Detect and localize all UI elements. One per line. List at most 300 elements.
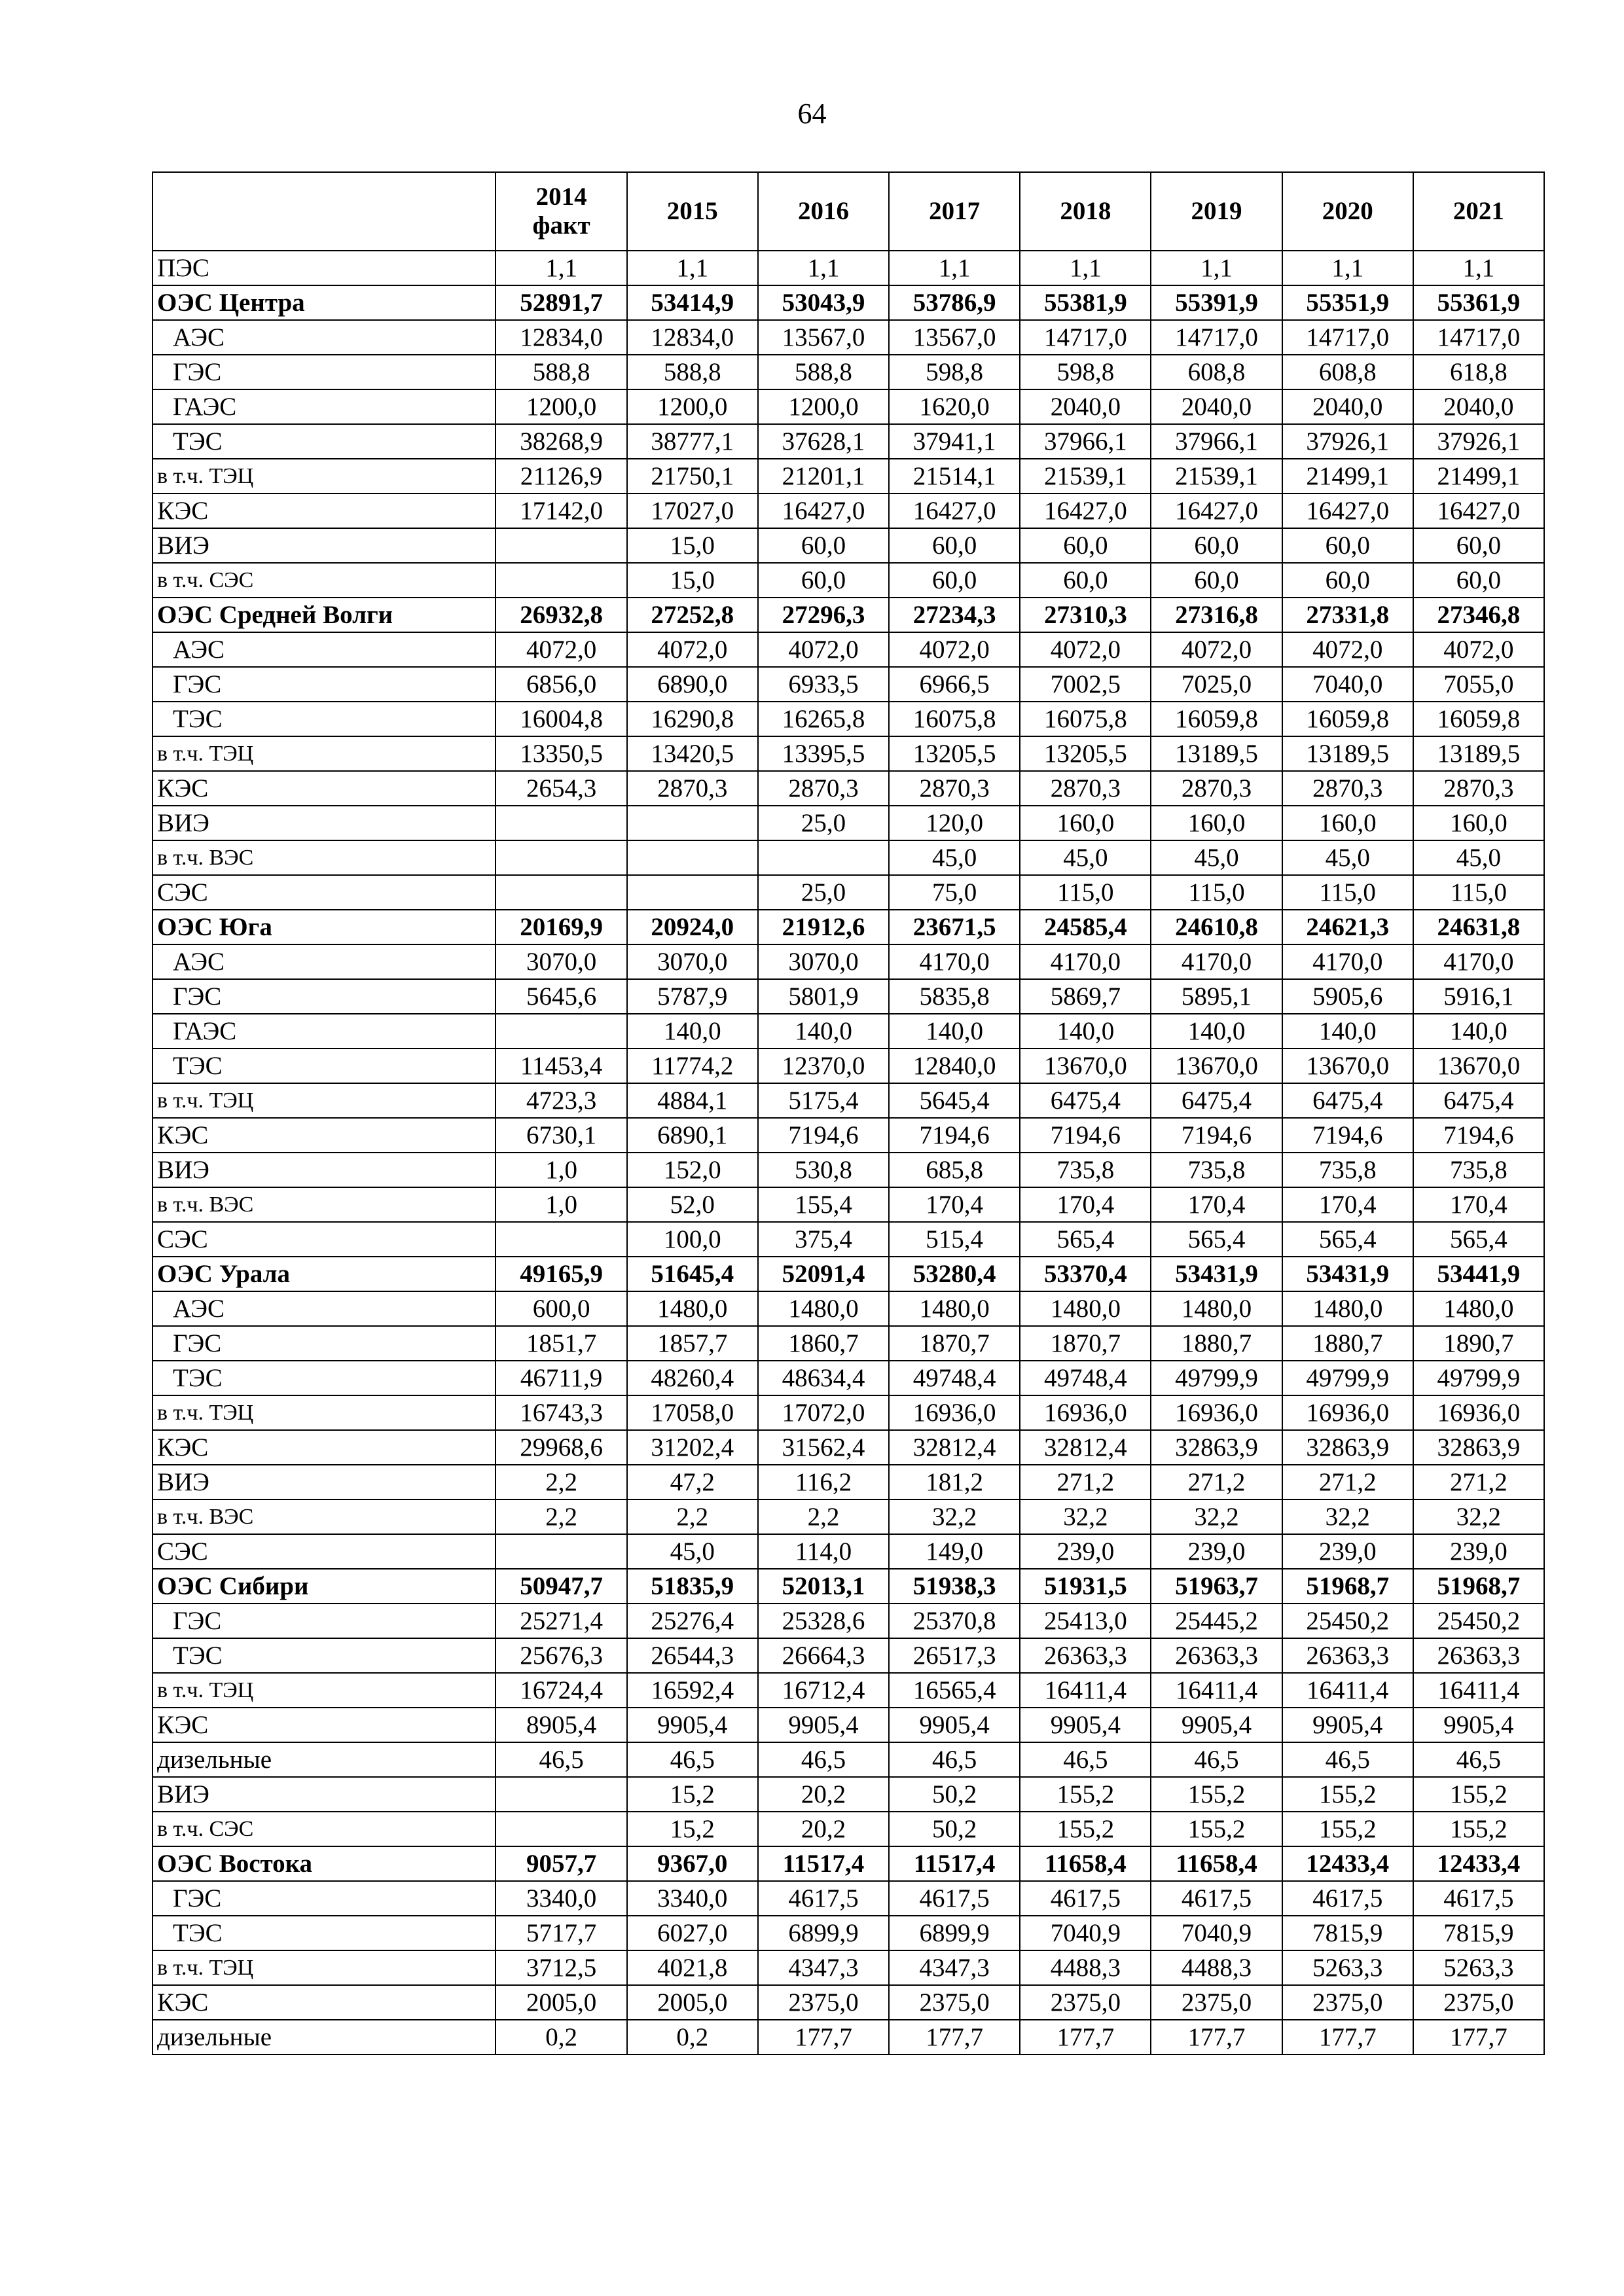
table-cell: 2870,3	[889, 771, 1020, 806]
table-cell: 32863,9	[1151, 1430, 1282, 1465]
table-row	[153, 806, 1544, 840]
table-cell: 16936,0	[1020, 1395, 1151, 1430]
table-row	[153, 632, 1544, 667]
row-label: ГАЭС	[153, 1014, 496, 1049]
table-cell: 177,7	[758, 2020, 889, 2054]
table-cell: 9905,4	[1413, 1708, 1544, 1742]
row-label: АЭС	[153, 632, 496, 667]
table-cell: 17072,0	[758, 1395, 889, 1430]
table-cell: 155,2	[1151, 1777, 1282, 1812]
table-cell: 49165,9	[496, 1257, 626, 1291]
table-cell: 21539,1	[1151, 459, 1282, 493]
table-cell	[496, 1222, 626, 1257]
table-cell: 49748,4	[1020, 1361, 1151, 1395]
table-cell	[496, 528, 626, 563]
table-cell: 2870,3	[1413, 771, 1544, 806]
table-row	[153, 563, 1544, 598]
table-cell: 1,1	[627, 251, 758, 285]
table-cell: 26363,3	[1282, 1638, 1413, 1673]
table-cell: 2,2	[758, 1499, 889, 1534]
table-cell: 60,0	[758, 563, 889, 598]
table-cell: 4072,0	[758, 632, 889, 667]
table-cell: 530,8	[758, 1153, 889, 1187]
table-cell: 45,0	[1413, 840, 1544, 875]
table-cell	[627, 840, 758, 875]
table-row	[153, 1846, 1544, 1881]
table-cell: 31562,4	[758, 1430, 889, 1465]
table-cell: 618,8	[1413, 355, 1544, 389]
table-cell: 0,2	[627, 2020, 758, 2054]
table-cell: 4347,3	[758, 1950, 889, 1985]
table-cell	[496, 806, 626, 840]
table-cell: 45,0	[1020, 840, 1151, 875]
table-cell: 9905,4	[1282, 1708, 1413, 1742]
table-cell: 4617,5	[758, 1881, 889, 1916]
table-cell: 9905,4	[1151, 1708, 1282, 1742]
table-row	[153, 285, 1544, 320]
table-cell: 2005,0	[496, 1985, 626, 2020]
table-cell: 735,8	[1413, 1153, 1544, 1187]
table-cell: 14717,0	[1020, 320, 1151, 355]
table-cell: 140,0	[889, 1014, 1020, 1049]
table-cell: 11517,4	[889, 1846, 1020, 1881]
table-cell: 11658,4	[1151, 1846, 1282, 1881]
table-cell: 24621,3	[1282, 910, 1413, 944]
table-cell: 16592,4	[627, 1673, 758, 1708]
row-label: ОЭС Урала	[153, 1257, 496, 1291]
row-label: СЭС	[153, 1222, 496, 1257]
table-cell: 2870,3	[627, 771, 758, 806]
table-cell: 7194,6	[1151, 1118, 1282, 1153]
table-cell: 4617,5	[889, 1881, 1020, 1916]
table-cell: 5895,1	[1151, 979, 1282, 1014]
table-cell: 21201,1	[758, 459, 889, 493]
table-cell: 7194,6	[1020, 1118, 1151, 1153]
row-label: ВИЭ	[153, 1465, 496, 1499]
table-cell: 53043,9	[758, 285, 889, 320]
table-cell: 1200,0	[627, 389, 758, 424]
row-label: ТЭС	[153, 1049, 496, 1083]
table-cell: 60,0	[1020, 563, 1151, 598]
table-cell: 13670,0	[1151, 1049, 1282, 1083]
table-cell: 155,2	[1282, 1812, 1413, 1846]
table-row	[153, 528, 1544, 563]
table-cell: 9905,4	[758, 1708, 889, 1742]
table-cell: 2005,0	[627, 1985, 758, 2020]
table-row	[153, 1257, 1544, 1291]
table-cell: 17058,0	[627, 1395, 758, 1430]
table-cell: 21912,6	[758, 910, 889, 944]
table-cell: 160,0	[1282, 806, 1413, 840]
table-row	[153, 944, 1544, 979]
table-cell: 735,8	[1020, 1153, 1151, 1187]
row-label: КЭС	[153, 1430, 496, 1465]
table-row	[153, 1742, 1544, 1777]
table-cell: 608,8	[1151, 355, 1282, 389]
table-cell: 170,4	[1151, 1187, 1282, 1222]
table-row	[153, 910, 1544, 944]
table-cell: 12834,0	[496, 320, 626, 355]
table-cell: 3340,0	[627, 1881, 758, 1916]
table-cell: 160,0	[1020, 806, 1151, 840]
table-cell: 14717,0	[1151, 320, 1282, 355]
table-cell: 51968,7	[1282, 1569, 1413, 1604]
table-cell: 11453,4	[496, 1049, 626, 1083]
table-cell: 1,1	[889, 251, 1020, 285]
table-row	[153, 1291, 1544, 1326]
table-cell: 52891,7	[496, 285, 626, 320]
table-cell: 4617,5	[1413, 1881, 1544, 1916]
table-cell: 20,2	[758, 1777, 889, 1812]
table-cell: 48260,4	[627, 1361, 758, 1395]
row-label: в т.ч. СЭС	[153, 563, 496, 598]
table-cell: 32863,9	[1282, 1430, 1413, 1465]
table-cell: 4170,0	[889, 944, 1020, 979]
table-cell: 155,2	[1020, 1812, 1151, 1846]
table-cell: 60,0	[889, 563, 1020, 598]
table-cell: 1851,7	[496, 1326, 626, 1361]
table-row	[153, 667, 1544, 702]
table-cell: 5869,7	[1020, 979, 1151, 1014]
table-cell: 20,2	[758, 1812, 889, 1846]
table-cell: 37966,1	[1020, 424, 1151, 459]
table-cell: 32,2	[1151, 1499, 1282, 1534]
table-cell: 13670,0	[1282, 1049, 1413, 1083]
table-cell: 48634,4	[758, 1361, 889, 1395]
table-cell: 1620,0	[889, 389, 1020, 424]
table-cell: 115,0	[1413, 875, 1544, 910]
table-cell: 16411,4	[1020, 1673, 1151, 1708]
table-cell: 4072,0	[627, 632, 758, 667]
table-cell: 608,8	[1282, 355, 1413, 389]
table-cell: 27346,8	[1413, 598, 1544, 632]
table-row	[153, 251, 1544, 285]
table-cell: 24631,8	[1413, 910, 1544, 944]
table-row	[153, 1014, 1544, 1049]
table-cell: 25450,2	[1282, 1604, 1413, 1638]
table-cell: 60,0	[1282, 528, 1413, 563]
table-row	[153, 1465, 1544, 1499]
table-cell: 3712,5	[496, 1950, 626, 1985]
table-cell: 60,0	[758, 528, 889, 563]
table-cell	[496, 840, 626, 875]
table-cell: 21499,1	[1282, 459, 1413, 493]
table-cell: 5263,3	[1413, 1950, 1544, 1985]
table-cell: 4072,0	[889, 632, 1020, 667]
table-cell	[496, 1534, 626, 1569]
table-cell: 5787,9	[627, 979, 758, 1014]
table-row	[153, 1153, 1544, 1187]
table-cell: 75,0	[889, 875, 1020, 910]
table-cell: 2,2	[627, 1499, 758, 1534]
row-label: в т.ч. ТЭЦ	[153, 736, 496, 771]
table-row	[153, 1638, 1544, 1673]
table-cell: 16427,0	[1020, 493, 1151, 528]
table-cell: 160,0	[1151, 806, 1282, 840]
table-cell: 1480,0	[1413, 1291, 1544, 1326]
table-cell	[496, 1014, 626, 1049]
table-cell: 4723,3	[496, 1083, 626, 1118]
table-cell: 16936,0	[1413, 1395, 1544, 1430]
table-cell: 1480,0	[1151, 1291, 1282, 1326]
table-row	[153, 1604, 1544, 1638]
column-header	[496, 172, 626, 251]
row-label: КЭС	[153, 493, 496, 528]
table-cell: 9905,4	[889, 1708, 1020, 1742]
table-cell: 5801,9	[758, 979, 889, 1014]
table-cell: 4617,5	[1020, 1881, 1151, 1916]
table-cell: 6475,4	[1282, 1083, 1413, 1118]
table-row	[153, 389, 1544, 424]
table-cell: 15,0	[627, 563, 758, 598]
table-cell: 15,2	[627, 1777, 758, 1812]
row-label: КЭС	[153, 1708, 496, 1742]
table-row	[153, 736, 1544, 771]
table-cell: 46,5	[1413, 1742, 1544, 1777]
table-cell: 239,0	[1282, 1534, 1413, 1569]
table-cell: 5263,3	[1282, 1950, 1413, 1985]
table-cell: 14717,0	[1282, 320, 1413, 355]
table-row	[153, 355, 1544, 389]
table-cell: 46,5	[627, 1742, 758, 1777]
table-cell: 26664,3	[758, 1638, 889, 1673]
table-cell: 49748,4	[889, 1361, 1020, 1395]
table-cell: 16427,0	[1151, 493, 1282, 528]
table-row	[153, 1222, 1544, 1257]
row-label: ОЭС Сибири	[153, 1569, 496, 1604]
table-cell: 565,4	[1413, 1222, 1544, 1257]
table-cell: 16724,4	[496, 1673, 626, 1708]
table-cell: 155,2	[1151, 1812, 1282, 1846]
table-cell: 6475,4	[1151, 1083, 1282, 1118]
table-row	[153, 1950, 1544, 1985]
row-label: в т.ч. СЭС	[153, 1812, 496, 1846]
row-label: ГЭС	[153, 1604, 496, 1638]
table-cell: 735,8	[1282, 1153, 1413, 1187]
table-cell: 1480,0	[889, 1291, 1020, 1326]
table-cell: 271,2	[1413, 1465, 1544, 1499]
table-cell: 155,2	[1413, 1812, 1544, 1846]
table-cell: 2,2	[496, 1465, 626, 1499]
table-cell: 27310,3	[1020, 598, 1151, 632]
table-cell: 16712,4	[758, 1673, 889, 1708]
table-cell: 11774,2	[627, 1049, 758, 1083]
table-cell: 46,5	[496, 1742, 626, 1777]
table-cell: 32812,4	[1020, 1430, 1151, 1465]
table-cell: 2870,3	[1020, 771, 1151, 806]
row-label: в т.ч. ТЭЦ	[153, 1950, 496, 1985]
table-cell: 52091,4	[758, 1257, 889, 1291]
table-cell: 1890,7	[1413, 1326, 1544, 1361]
table-cell: 588,8	[627, 355, 758, 389]
table-cell: 140,0	[627, 1014, 758, 1049]
table-cell: 598,8	[1020, 355, 1151, 389]
table-cell: 5916,1	[1413, 979, 1544, 1014]
table-cell: 2870,3	[1282, 771, 1413, 806]
table-cell: 5717,7	[496, 1916, 626, 1950]
table-cell: 4170,0	[1282, 944, 1413, 979]
table-cell: 46,5	[758, 1742, 889, 1777]
table-cell: 2654,3	[496, 771, 626, 806]
table-cell: 115,0	[1151, 875, 1282, 910]
row-label: ПЭС	[153, 251, 496, 285]
row-label: СЭС	[153, 1534, 496, 1569]
table-cell: 1,1	[1282, 251, 1413, 285]
table-cell: 29968,6	[496, 1430, 626, 1465]
table-row	[153, 1395, 1544, 1430]
table-cell: 1200,0	[758, 389, 889, 424]
table-cell: 27296,3	[758, 598, 889, 632]
table-cell: 5835,8	[889, 979, 1020, 1014]
table-cell: 46,5	[1020, 1742, 1151, 1777]
table-cell: 15,2	[627, 1812, 758, 1846]
table-cell: 7815,9	[1413, 1916, 1544, 1950]
table-cell: 9367,0	[627, 1846, 758, 1881]
table-cell: 27316,8	[1151, 598, 1282, 632]
table-cell: 25,0	[758, 806, 889, 840]
table-cell: 46711,9	[496, 1361, 626, 1395]
table-cell: 7040,0	[1282, 667, 1413, 702]
table-cell: 2040,0	[1413, 389, 1544, 424]
table-cell: 16290,8	[627, 702, 758, 736]
table-row	[153, 1049, 1544, 1083]
table-cell: 16411,4	[1151, 1673, 1282, 1708]
table-cell: 13670,0	[1413, 1049, 1544, 1083]
table-cell: 7815,9	[1282, 1916, 1413, 1950]
table-cell: 2040,0	[1020, 389, 1151, 424]
table-cell: 375,4	[758, 1222, 889, 1257]
table-cell: 155,2	[1282, 1777, 1413, 1812]
table-cell: 2870,3	[758, 771, 889, 806]
table-cell: 1880,7	[1151, 1326, 1282, 1361]
table-cell: 16427,0	[758, 493, 889, 528]
table-cell: 3070,0	[758, 944, 889, 979]
table-cell: 3070,0	[627, 944, 758, 979]
table-cell: 6899,9	[889, 1916, 1020, 1950]
table-cell: 37926,1	[1282, 424, 1413, 459]
table-cell: 1,0	[496, 1153, 626, 1187]
table-cell: 49799,9	[1282, 1361, 1413, 1395]
table-cell: 16059,8	[1413, 702, 1544, 736]
table-cell: 588,8	[496, 355, 626, 389]
table-cell: 16565,4	[889, 1673, 1020, 1708]
table-cell: 60,0	[1151, 528, 1282, 563]
table-cell: 60,0	[1151, 563, 1282, 598]
column-header: 2018	[1020, 172, 1151, 251]
table-row	[153, 2020, 1544, 2054]
table-cell	[496, 1777, 626, 1812]
table-cell: 16075,8	[889, 702, 1020, 736]
table-cell: 7040,9	[1020, 1916, 1151, 1950]
row-label: КЭС	[153, 1118, 496, 1153]
table-cell: 12840,0	[889, 1049, 1020, 1083]
row-label: ОЭС Востока	[153, 1846, 496, 1881]
table-cell: 51931,5	[1020, 1569, 1151, 1604]
table-cell: 53280,4	[889, 1257, 1020, 1291]
table-cell: 20924,0	[627, 910, 758, 944]
table-cell: 4072,0	[1282, 632, 1413, 667]
table-cell: 170,4	[889, 1187, 1020, 1222]
table-cell: 177,7	[889, 2020, 1020, 2054]
row-label: в т.ч. ТЭЦ	[153, 1083, 496, 1118]
table-cell: 45,0	[627, 1534, 758, 1569]
table-cell: 140,0	[1151, 1014, 1282, 1049]
table-cell: 4170,0	[1020, 944, 1151, 979]
table-row	[153, 1673, 1544, 1708]
table-cell: 7025,0	[1151, 667, 1282, 702]
table-cell: 4488,3	[1151, 1950, 1282, 1985]
table-cell: 6475,4	[1413, 1083, 1544, 1118]
table-cell: 1480,0	[1282, 1291, 1413, 1326]
table-cell: 5175,4	[758, 1083, 889, 1118]
table-row	[153, 702, 1544, 736]
table-row	[153, 1118, 1544, 1153]
row-label: в т.ч. ТЭЦ	[153, 459, 496, 493]
table-cell: 177,7	[1282, 2020, 1413, 2054]
table-cell: 37628,1	[758, 424, 889, 459]
row-label: ОЭС Средней Волги	[153, 598, 496, 632]
table-cell: 60,0	[1413, 563, 1544, 598]
row-label: ВИЭ	[153, 806, 496, 840]
table-cell: 16427,0	[1282, 493, 1413, 528]
table-cell: 55361,9	[1413, 285, 1544, 320]
table-cell: 53431,9	[1282, 1257, 1413, 1291]
table-cell: 25328,6	[758, 1604, 889, 1638]
column-header: 2021	[1413, 172, 1544, 251]
row-label: ВИЭ	[153, 1777, 496, 1812]
table-cell: 735,8	[1151, 1153, 1282, 1187]
table-cell: 20169,9	[496, 910, 626, 944]
table-cell: 32863,9	[1413, 1430, 1544, 1465]
table-cell	[496, 875, 626, 910]
table-cell: 271,2	[1151, 1465, 1282, 1499]
table-cell: 271,2	[1020, 1465, 1151, 1499]
table-row	[153, 1777, 1544, 1812]
table-cell: 52013,1	[758, 1569, 889, 1604]
table-cell: 1,1	[1020, 251, 1151, 285]
table-cell: 2375,0	[758, 1985, 889, 2020]
table-cell: 51963,7	[1151, 1569, 1282, 1604]
table-cell: 50,2	[889, 1777, 1020, 1812]
table-cell: 53431,9	[1151, 1257, 1282, 1291]
table-cell: 140,0	[758, 1014, 889, 1049]
table-cell: 16059,8	[1151, 702, 1282, 736]
table-cell: 685,8	[889, 1153, 1020, 1187]
capacity-table	[152, 171, 1545, 2055]
table-cell: 25450,2	[1413, 1604, 1544, 1638]
table-cell: 16265,8	[758, 702, 889, 736]
table-cell: 12433,4	[1413, 1846, 1544, 1881]
table-cell: 2375,0	[889, 1985, 1020, 2020]
table-cell: 55381,9	[1020, 285, 1151, 320]
table-cell: 6730,1	[496, 1118, 626, 1153]
row-label: в т.ч. ТЭЦ	[153, 1395, 496, 1430]
table-cell: 26363,3	[1151, 1638, 1282, 1673]
table-cell: 565,4	[1020, 1222, 1151, 1257]
page-number: 64	[797, 98, 827, 130]
table-cell: 9905,4	[627, 1708, 758, 1742]
table-cell: 16427,0	[1413, 493, 1544, 528]
table-cell: 13189,5	[1151, 736, 1282, 771]
row-label: ТЭС	[153, 1361, 496, 1395]
table-cell: 6899,9	[758, 1916, 889, 1950]
table-cell: 149,0	[889, 1534, 1020, 1569]
table-cell: 50947,7	[496, 1569, 626, 1604]
table-cell: 140,0	[1020, 1014, 1151, 1049]
table-cell: 32,2	[889, 1499, 1020, 1534]
table-cell: 15,0	[627, 528, 758, 563]
table-cell: 4072,0	[1413, 632, 1544, 667]
